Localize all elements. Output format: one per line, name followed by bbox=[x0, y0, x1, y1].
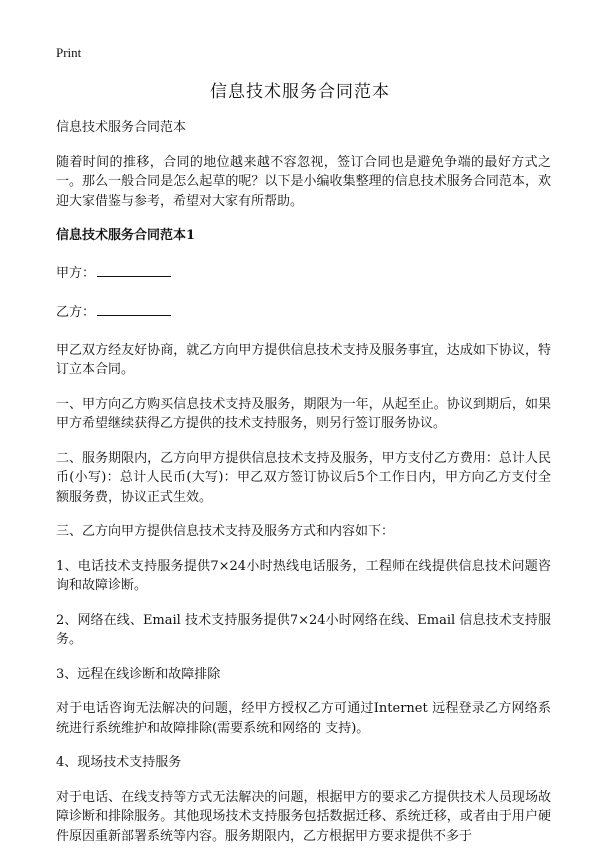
party-b-field bbox=[56, 301, 551, 323]
body-paragraph: 三、乙方向甲方提供信息技术支持及服务方式和内容如下： bbox=[56, 524, 395, 539]
body-paragraph: 对于电话、在线支持等方式无法解决的问题，根据甲方的要求乙方提供技术人员现场故障诊断和排除服务。其他现场技术支持服务包括数据迁移、系统迁移，或者由于用户硬件原因重新部署系统等内容。服务期限内，乙方根据甲方要求提供不多于 bbox=[56, 789, 551, 844]
body-paragraph: 甲乙双方经友好协商，就乙方向甲方提供信息技术支持及服务事宜，达成如下协议，特订立本合同。 bbox=[56, 342, 551, 377]
print-link[interactable]: Print bbox=[56, 45, 82, 60]
body-paragraph: 一、甲方向乙方购买信息技术支持及服务，期限为一年，从起至止。协议到期后，如果甲方希望继续获得乙方提供的技术支持服务，则另行签订服务协议。 bbox=[56, 396, 551, 431]
body-paragraph: 2、网络在线、Email 技术支持服务提供7×24小时网络在线、Email 信息技术支持服务。 bbox=[56, 612, 551, 647]
body-paragraph: 对于电话咨询无法解决的问题，经甲方授权乙方可通过Internet 远程登录乙方网络系统进行系统维护和故障排除(需要系统和网络的 支持)。 bbox=[56, 701, 552, 736]
document-body bbox=[56, 118, 551, 861]
intro-paragraph: 随着时间的推移，合同的地位越来越不容忽视，签订合同也是避免争端的最好方式之一。那么一般合同是怎么起草的呢？以下是小编收集整理的信息技术服务合同范本，欢迎大家借鉴与参考，希望对大家有所帮助。 bbox=[56, 154, 551, 209]
party-a-field bbox=[56, 262, 551, 284]
body-paragraph: 4、现场技术支持服务 bbox=[56, 755, 182, 770]
party-b-blank-line bbox=[97, 301, 171, 316]
document-subtitle: 信息技术服务合同范本 bbox=[56, 120, 187, 135]
party-a-blank-line bbox=[97, 262, 171, 277]
body-paragraph: 二、服务期限内，乙方向甲方提供信息技术支持及服务，甲方支付乙方费用：总计人民币(小写)：总计人民币(大写)：甲乙双方签订协议后5个工作日内，甲方向乙方支付全额服务费，协议正式生效。 bbox=[56, 450, 551, 505]
party-b-label: 乙方： bbox=[56, 305, 96, 320]
section-heading: 信息技术服务合同范本1 bbox=[56, 228, 196, 243]
party-a-label: 甲方： bbox=[56, 265, 96, 281]
document-title: 信息技术服务合同范本 bbox=[210, 82, 390, 102]
body-paragraph: 3、远程在线诊断和故障排除 bbox=[56, 666, 221, 682]
body-paragraph: 1、电话技术支持服务提供7×24小时热线电话服务，工程师在线提供信息技术问题咨询和故障诊断。 bbox=[56, 558, 551, 593]
